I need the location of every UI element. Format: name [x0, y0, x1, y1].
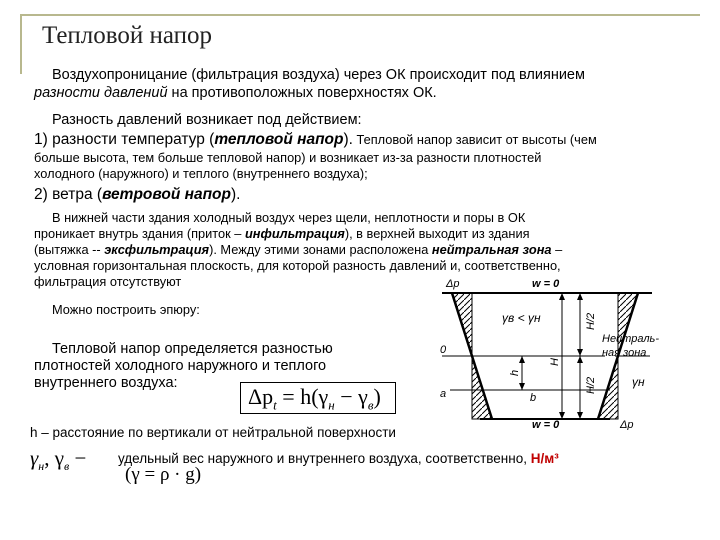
gamma-symbols: $\gamma_н$, $\gamma_в$ − — [30, 446, 87, 474]
arrow-h-bot — [519, 383, 525, 390]
arrow-H2-d — [577, 412, 583, 419]
right-epure-bottom — [598, 356, 618, 419]
paragraph-2: Разность давлений возникает под действием: — [52, 112, 362, 128]
paragraph-5-line-2: плотностей холодного наружного и теплого — [34, 358, 327, 374]
item-1: 1) разности температур (тепловой напор). Тепловой напор зависит от высоты (чем — [34, 131, 597, 148]
arrow-H-top — [559, 293, 565, 300]
arrow-h-top — [519, 356, 525, 363]
heat-pressure-formula: $\Delta p_t = h(\gamma_н - \gamma_в)$ — [248, 384, 381, 413]
h-definition: h – расстояние по вертикали от нейтральной поверхности — [30, 425, 396, 440]
paragraph-4: Можно построить эпюру: — [52, 302, 200, 317]
neutral-zone-1: Нейтраль- — [602, 333, 659, 345]
accent-line-vertical — [20, 14, 22, 74]
neutral-zone-2: ная зона — [602, 347, 647, 359]
paragraph-3-line-5: фильтрация отсутствуют — [34, 274, 182, 289]
w-bottom-label: w = 0 — [532, 419, 560, 430]
slide-title: Тепловой напор — [42, 22, 213, 49]
paragraph-3-line-3: (вытяжка -- эксфильтрация). Между этими зонами расположена нейтральная зона – — [34, 242, 563, 257]
pressure-diagram — [410, 276, 710, 430]
left-epure-top — [452, 293, 472, 356]
paragraph-5-line-1: Тепловой напор определяется разностью — [52, 341, 333, 357]
arrow-H-bot — [559, 412, 565, 419]
paragraph-3-line-2: проникает внутрь здания (приток – инфильтрация), в верхней выходит из здания — [34, 226, 530, 241]
arrow-H2-a — [577, 293, 583, 300]
item-1-line-2: больше высота, тем больше тепловой напор) и возникает из-за разности плотностей — [34, 150, 542, 165]
item-2: 2) ветра (ветровой напор). — [34, 186, 241, 203]
w-top-label: w = 0 — [532, 278, 560, 290]
h-label: h — [509, 369, 521, 376]
accent-line-horizontal — [20, 14, 700, 16]
left-epure-bottom — [472, 356, 492, 419]
zero-label: 0 — [440, 344, 447, 356]
paragraph-3-line-4: условная горизонтальная плоскость, для которой разность давлений и, соответственно, — [34, 258, 561, 273]
arrow-H2-b — [577, 349, 583, 356]
dp-top-label: Δp — [446, 278, 460, 290]
item-1-line-3: холодного (наружного) и теплого (внутреннего воздуха); — [34, 166, 368, 181]
h2-bottom-label: Н/2 — [585, 376, 597, 394]
h2-top-label: Н/2 — [585, 312, 597, 330]
paragraph-1-line-1: Воздухопроницание (фильтрация воздуха) через ОК происходит под влиянием — [52, 67, 585, 83]
gamma-definition: удельный вес наружного и внутреннего воздуха, соответственно, Н/м³ — [118, 451, 559, 466]
gamma-inequality: γв < γн — [502, 311, 541, 325]
paragraph-3-line-1: В нижней части здания холодный воздух через щели, неплотности и поры в ОК — [52, 210, 526, 225]
a-label: a — [440, 388, 447, 400]
paragraph-1-line-2: разности давлений на противоположных поверхностях ОК. — [34, 85, 437, 101]
paragraph-5-line-3: внутреннего воздуха: — [34, 375, 178, 391]
dp-bottom-label: Δp — [620, 419, 634, 430]
H-label: Н — [549, 358, 561, 366]
arrow-H2-c — [577, 356, 583, 363]
b-label: b — [530, 392, 537, 404]
gamma-n-label: γн — [632, 375, 645, 389]
rho-formula: (γ = ρ · g) — [125, 464, 202, 485]
